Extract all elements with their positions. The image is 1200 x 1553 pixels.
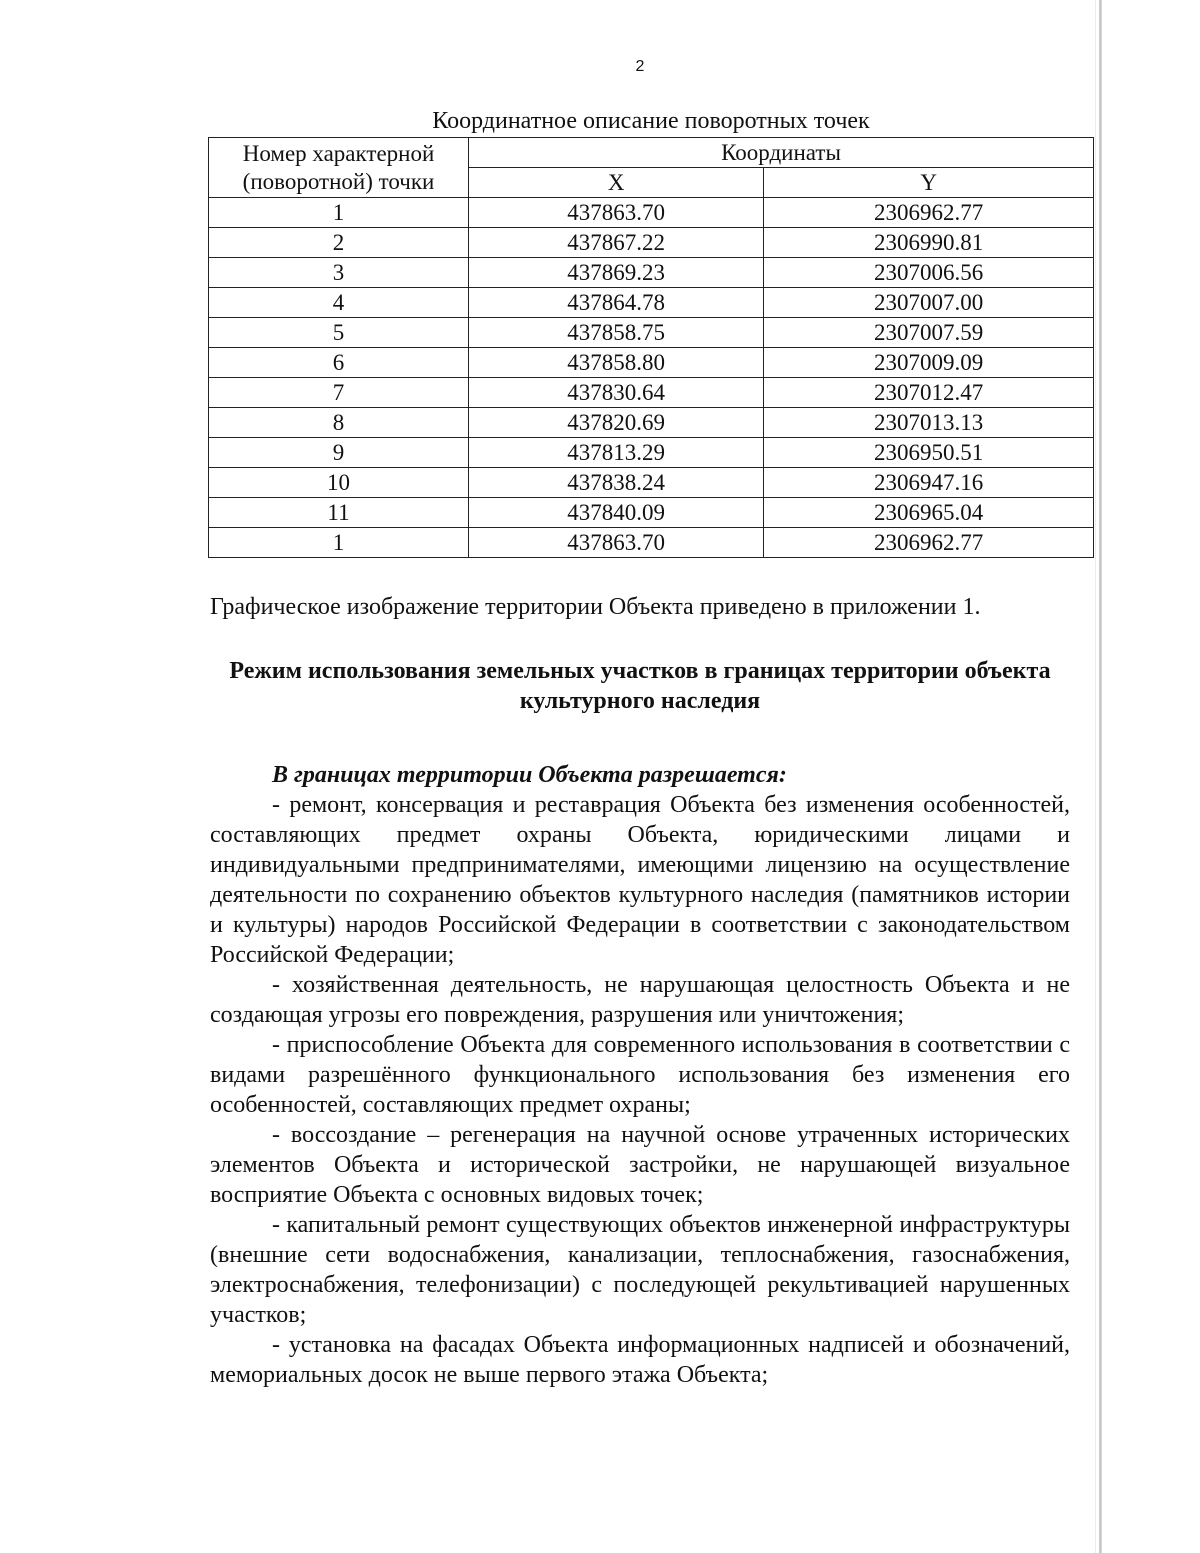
scan-edge	[1099, 0, 1102, 1553]
table-row	[209, 408, 1094, 438]
cell-point: 8	[209, 408, 469, 438]
list-item: - ремонт, консервация и реставрация Объекта без изменения особенностей, составляющих предмет охраны Объекта, юридическими лицами и индивидуальными предпринимателями, имеющими лицензию на осуществление деятельности по сохранению объектов культурного наследия (памятников истории и культуры) народов Российской Федерации в соответствии с законодательством Российской Федерации;	[210, 792, 1070, 968]
cell-x: 437867.22	[469, 228, 764, 258]
cell-x: 437858.80	[469, 348, 764, 378]
cell-point: 5	[209, 318, 469, 348]
cell-x: 437830.64	[469, 378, 764, 408]
allowed-heading: В границах территории Объекта разрешается:	[272, 762, 787, 788]
coordinates-table-body	[209, 198, 1094, 558]
cell-point: 3	[209, 258, 469, 288]
cell-y: 2307007.59	[764, 318, 1094, 348]
table-row	[209, 468, 1094, 498]
allowed-items-list	[210, 790, 1070, 1390]
cell-point: 10	[209, 468, 469, 498]
cell-x: 437820.69	[469, 408, 764, 438]
page-number: 2	[635, 58, 645, 75]
table-row	[209, 348, 1094, 378]
cell-y: 2306962.77	[764, 198, 1094, 228]
table-row	[209, 378, 1094, 408]
list-item: - воссоздание – регенерация на научной основе утраченных исторических элементов Объекта и исторической застройки, не нарушающей визуальное восприятие Объекта с основных видовых точек;	[210, 1122, 1070, 1208]
list-item: - приспособление Объекта для современного использования в соответствии с видами разрешённого функционального использования без изменения его особенностей, составляющих предмет охраны;	[210, 1032, 1070, 1118]
list-item: - хозяйственная деятельность, не нарушающая целостность Объекта и не создающая угрозы его повреждения, разрушения или уничтожения;	[210, 972, 1070, 1028]
cell-y: 2306990.81	[764, 228, 1094, 258]
cell-point: 9	[209, 438, 469, 468]
cell-y: 2307006.56	[764, 258, 1094, 288]
cell-point: 4	[209, 288, 469, 318]
cell-y: 2307009.09	[764, 348, 1094, 378]
cell-x: 437858.75	[469, 318, 764, 348]
table-caption: Координатное описание поворотных точек	[432, 108, 870, 134]
table-row	[209, 228, 1094, 258]
cell-point: 7	[209, 378, 469, 408]
list-item: - капитальный ремонт существующих объектов инженерной инфраструктуры (внешние сети водоснабжения, канализации, теплоснабжения, газоснабжения, электроснабжения, телефонизации) с последующей рекультивацией нарушенных участков;	[210, 1212, 1070, 1328]
table-row	[209, 318, 1094, 348]
cell-x: 437813.29	[469, 438, 764, 468]
cell-point: 11	[209, 498, 469, 528]
table-row	[209, 258, 1094, 288]
section-title: Режим использования земельных участков в границах территории объекта культурного наследия	[229, 658, 1051, 714]
cell-y: 2306965.04	[764, 498, 1094, 528]
cell-y: 2307007.00	[764, 288, 1094, 318]
cell-x: 437840.09	[469, 498, 764, 528]
coordinates-table	[208, 137, 1094, 558]
cell-point: 1	[209, 528, 469, 558]
cell-x: 437863.70	[469, 528, 764, 558]
graphic-note: Графическое изображение территории Объекта приведено в приложении 1.	[210, 594, 981, 620]
cell-x: 437838.24	[469, 468, 764, 498]
table-row	[209, 288, 1094, 318]
table-row	[209, 498, 1094, 528]
header-x: X	[469, 168, 764, 198]
cell-y: 2307013.13	[764, 408, 1094, 438]
list-item: - установка на фасадах Объекта информационных надписей и обозначений, мемориальных досок не выше первого этажа Объекта;	[210, 1332, 1070, 1388]
header-coordinates: Координаты	[469, 138, 1094, 168]
table-row	[209, 528, 1094, 558]
cell-point: 1	[209, 198, 469, 228]
cell-x: 437869.23	[469, 258, 764, 288]
header-y: Y	[764, 168, 1094, 198]
cell-point: 2	[209, 228, 469, 258]
cell-y: 2306950.51	[764, 438, 1094, 468]
cell-x: 437864.78	[469, 288, 764, 318]
cell-y: 2307012.47	[764, 378, 1094, 408]
header-point-number: Номер характерной (поворотной) точки	[209, 138, 469, 198]
cell-x: 437863.70	[469, 198, 764, 228]
table-row	[209, 438, 1094, 468]
table-row	[209, 198, 1094, 228]
document-body	[210, 592, 1070, 1390]
cell-y: 2306962.77	[764, 528, 1094, 558]
cell-point: 6	[209, 348, 469, 378]
scan-edge-line	[1095, 0, 1096, 1553]
cell-y: 2306947.16	[764, 468, 1094, 498]
